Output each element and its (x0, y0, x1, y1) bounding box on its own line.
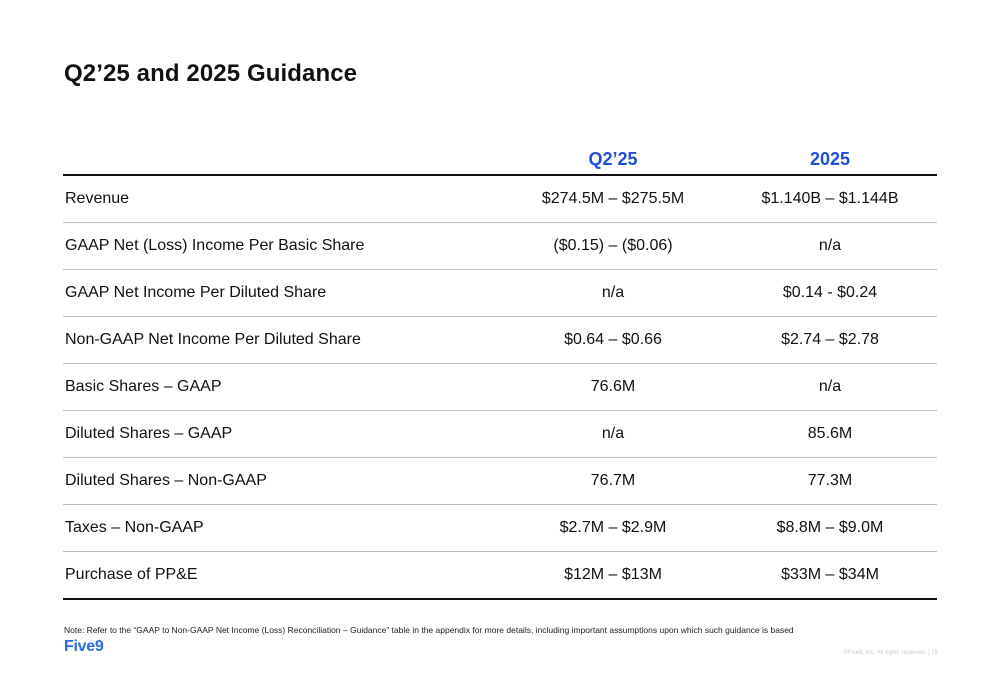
row-label: GAAP Net (Loss) Income Per Basic Share (63, 223, 503, 270)
row-label: Non-GAAP Net Income Per Diluted Share (63, 317, 503, 364)
q2-value: $2.7M – $2.9M (503, 505, 723, 552)
table-row (63, 364, 937, 411)
guidance-table (63, 140, 937, 600)
fy-value: $1.140B – $1.144B (723, 175, 937, 223)
row-label: Diluted Shares – Non-GAAP (63, 458, 503, 505)
row-label: Diluted Shares – GAAP (63, 411, 503, 458)
table-row (63, 411, 937, 458)
table-row (63, 505, 937, 552)
row-label: Revenue (63, 175, 503, 223)
table-header-row (63, 140, 937, 175)
row-label: Basic Shares – GAAP (63, 364, 503, 411)
copyright-page-number: ©Five9, Inc. All rights reserved. | 15 (843, 650, 938, 656)
fy-value: 77.3M (723, 458, 937, 505)
table-row (63, 458, 937, 505)
row-label: Purchase of PP&E (63, 552, 503, 600)
table-row (63, 175, 937, 223)
fy-value: $8.8M – $9.0M (723, 505, 937, 552)
fy-value: $33M – $34M (723, 552, 937, 600)
fy-value: $2.74 – $2.78 (723, 317, 937, 364)
footnote: Note: Refer to the “GAAP to Non-GAAP Net Income (Loss) Reconciliation – Guidance” table in the appendix for more details, including important assumptions upon which such guidance is based (64, 625, 794, 635)
page-title: Q2’25 and 2025 Guidance (64, 60, 358, 87)
table-row (63, 317, 937, 364)
column-header-2025: 2025 (723, 140, 937, 175)
five9-logo: Five9 (64, 638, 104, 655)
column-header-q2-25: Q2’25 (503, 140, 723, 175)
fy-value: 85.6M (723, 411, 937, 458)
fy-value: n/a (723, 364, 937, 411)
q2-value: n/a (503, 270, 723, 317)
table-row (63, 552, 937, 600)
q2-value: n/a (503, 411, 723, 458)
row-label: Taxes – Non-GAAP (63, 505, 503, 552)
table-row (63, 270, 937, 317)
column-header-metric (63, 140, 503, 175)
row-label: GAAP Net Income Per Diluted Share (63, 270, 503, 317)
table-row (63, 223, 937, 270)
q2-value: 76.6M (503, 364, 723, 411)
fy-value: $0.14 - $0.24 (723, 270, 937, 317)
q2-value: $0.64 – $0.66 (503, 317, 723, 364)
q2-value: $12M – $13M (503, 552, 723, 600)
q2-value: 76.7M (503, 458, 723, 505)
fy-value: n/a (723, 223, 937, 270)
q2-value: ($0.15) – ($0.06) (503, 223, 723, 270)
q2-value: $274.5M – $275.5M (503, 175, 723, 223)
